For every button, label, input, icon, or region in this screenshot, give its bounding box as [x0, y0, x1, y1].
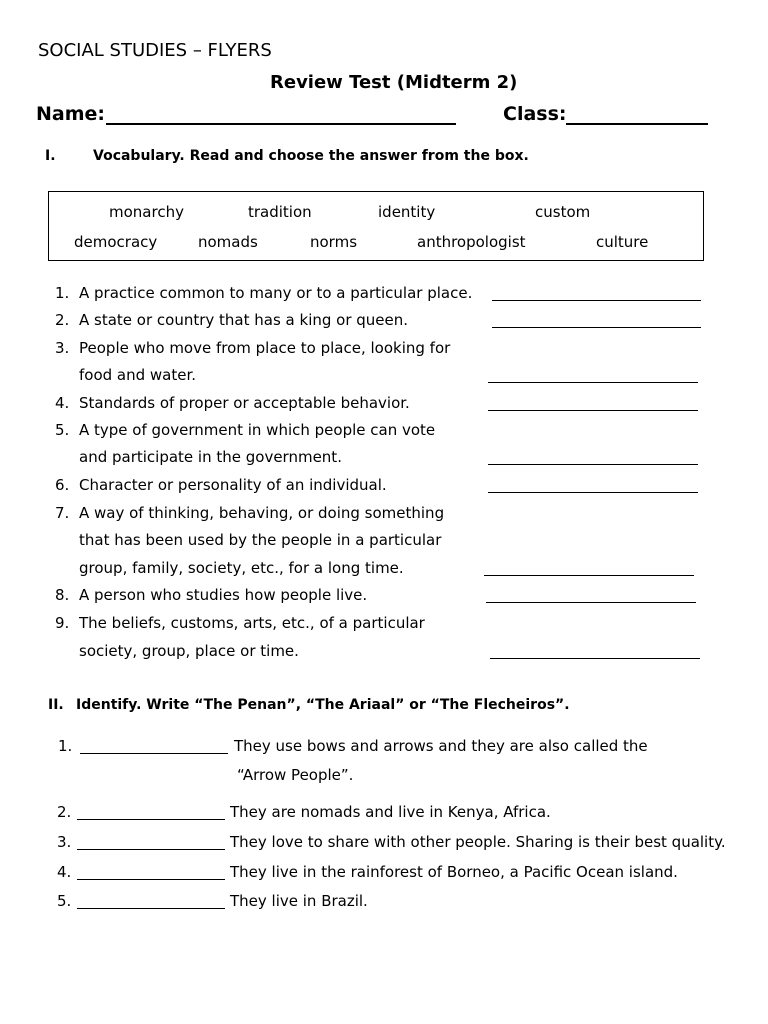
word-box-item: norms: [310, 233, 358, 251]
word-box-item: anthropologist: [417, 233, 526, 251]
question-number: 3.: [57, 833, 72, 851]
answer-blank[interactable]: [80, 753, 228, 754]
section-2-instruction: Identify. Write “The Penan”, “The Ariaal” or “The Flecheiros”.: [76, 697, 570, 713]
name-blank[interactable]: [106, 123, 456, 125]
question-text: A person who studies how people live.: [79, 586, 368, 604]
answer-blank[interactable]: [490, 658, 700, 659]
question-text: that has been used by the people in a particular: [79, 531, 442, 549]
answer-blank[interactable]: [77, 819, 225, 820]
question-text: People who move from place to place, looking for: [79, 339, 451, 357]
word-box: [48, 191, 704, 261]
answer-blank[interactable]: [77, 849, 225, 850]
answer-blank[interactable]: [484, 575, 694, 576]
question-text: food and water.: [79, 366, 197, 384]
question-text: A practice common to many or to a particular place.: [79, 284, 473, 302]
class-blank[interactable]: [566, 123, 708, 125]
word-box-item: tradition: [248, 203, 312, 221]
class-label: Class:: [503, 103, 567, 125]
question-text: “Arrow People”.: [237, 766, 354, 784]
page-title: Review Test (Midterm 2): [270, 72, 518, 93]
question-text: society, group, place or time.: [79, 642, 299, 660]
question-number: 7.: [55, 504, 70, 522]
answer-blank[interactable]: [488, 410, 698, 411]
question-text: and participate in the government.: [79, 448, 342, 466]
question-number: 4.: [57, 863, 72, 881]
question-text: A way of thinking, behaving, or doing something: [79, 504, 445, 522]
question-number: 5.: [55, 421, 70, 439]
section-2-numeral: II.: [48, 697, 64, 713]
answer-blank[interactable]: [486, 602, 696, 603]
answer-blank[interactable]: [488, 492, 698, 493]
question-number: 2.: [55, 311, 70, 329]
question-number: 1.: [58, 737, 73, 755]
answer-blank[interactable]: [488, 382, 698, 383]
question-text: They love to share with other people. Sharing is their best quality.: [230, 833, 726, 851]
question-text: They live in the rainforest of Borneo, a Pacific Ocean island.: [230, 863, 678, 881]
answer-blank[interactable]: [488, 464, 698, 465]
question-text: Character or personality of an individual.: [79, 476, 387, 494]
question-number: 1.: [55, 284, 70, 302]
answer-blank[interactable]: [77, 908, 225, 909]
word-box-item: custom: [535, 203, 591, 221]
course-heading: SOCIAL STUDIES – FLYERS: [38, 40, 272, 61]
question-text: The beliefs, customs, arts, etc., of a particular: [79, 614, 425, 632]
answer-blank[interactable]: [492, 327, 701, 328]
word-box-item: democracy: [74, 233, 158, 251]
question-text: A type of government in which people can vote: [79, 421, 436, 439]
question-number: 5.: [57, 892, 72, 910]
question-text: They are nomads and live in Kenya, Africa.: [230, 803, 551, 821]
name-label: Name:: [36, 103, 106, 125]
question-number: 6.: [55, 476, 70, 494]
word-box-item: nomads: [198, 233, 258, 251]
word-box-item: identity: [378, 203, 436, 221]
answer-blank[interactable]: [77, 879, 225, 880]
question-text: group, family, society, etc., for a long time.: [79, 559, 404, 577]
section-1-numeral: I.: [45, 148, 56, 164]
question-number: 4.: [55, 394, 70, 412]
question-number: 3.: [55, 339, 70, 357]
section-1-instruction: Vocabulary. Read and choose the answer from the box.: [93, 148, 529, 164]
question-text: Standards of proper or acceptable behavior.: [79, 394, 410, 412]
question-number: 2.: [57, 803, 72, 821]
word-box-item: culture: [596, 233, 649, 251]
question-number: 9.: [55, 614, 70, 632]
question-number: 8.: [55, 586, 70, 604]
question-text: They use bows and arrows and they are also called the: [234, 737, 648, 755]
question-text: They live in Brazil.: [230, 892, 368, 910]
question-text: A state or country that has a king or queen.: [79, 311, 409, 329]
word-box-item: monarchy: [109, 203, 184, 221]
answer-blank[interactable]: [492, 300, 701, 301]
